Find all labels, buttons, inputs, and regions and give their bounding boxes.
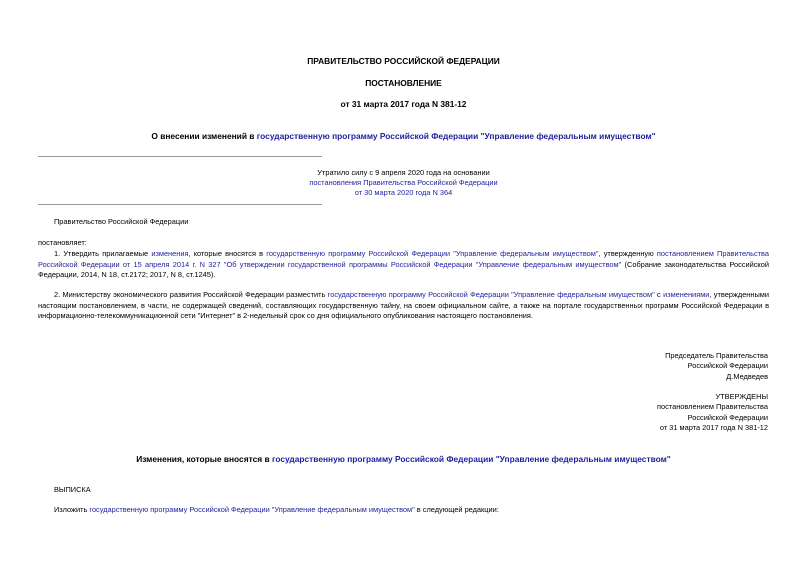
paragraph-item-1 xyxy=(38,249,769,281)
approved-line3: Российской Федерации xyxy=(687,412,768,422)
signature-line2: Российской Федерации xyxy=(687,361,768,371)
item1-link-resolution[interactable]: постановлением Правительства Российской Федерации от 15 апреля 2014 г. N 327 "Об утверждении государственной программы Российской Федерации "Управление федеральным имуществом" xyxy=(38,249,770,269)
item1-text-a: 1. Утвердить прилагаемые xyxy=(54,249,152,258)
statement-prefix: Изложить xyxy=(54,505,90,514)
approved-line4: от 31 марта 2017 года N 381-12 xyxy=(659,423,768,433)
repeal-notice-line1: Утратило силу с 9 апреля 2020 года на основании xyxy=(317,168,490,177)
divider-top xyxy=(38,156,322,157)
item1-text-e: , утвержденную xyxy=(598,249,657,258)
signature-block xyxy=(665,351,768,382)
item2-link-program[interactable]: государственную программу Российской Федерации "Управление федеральным имуществом" xyxy=(327,290,655,299)
doc-title xyxy=(0,131,807,141)
item1-link-changes[interactable]: изменения xyxy=(151,249,189,258)
doc-title-prefix: О внесении изменений в xyxy=(151,131,257,141)
item1-text-c: , которые вносятся в xyxy=(188,249,267,258)
item1-text-g: (Собрание законодательства Российской Федерации, 2014, N 18, ст.2172; 2017, N 8, ст.1245). xyxy=(38,259,769,280)
repeal-notice xyxy=(0,168,807,198)
statement-link[interactable]: государственную программу Российской Федерации "Управление федеральным имуществом" xyxy=(89,505,415,514)
paragraph-item-2 xyxy=(38,290,769,322)
divider-bottom xyxy=(38,204,322,205)
item1-link-program[interactable]: государственную программу Российской Федерации "Управление федеральным имуществом" xyxy=(266,249,599,258)
approved-line2: постановлением Правительства xyxy=(657,402,768,412)
statement-suffix: в следующей редакции: xyxy=(414,505,499,514)
item2-link-changes[interactable]: изменениями xyxy=(663,290,710,299)
item2-text-a: 2. Министерству экономического развития Российской Федерации разместить xyxy=(54,290,328,299)
extract-label: ВЫПИСКА xyxy=(54,485,91,494)
changes-title-link[interactable]: государственную программу Российской Федерации "Управление федеральным имуществом" xyxy=(271,454,671,464)
item2-text-c: с xyxy=(654,290,664,299)
changes-title-prefix: Изменения, которые вносятся в xyxy=(136,454,272,464)
approved-line1: УТВЕРЖДЕНЫ xyxy=(715,392,768,401)
resolves-text: постановляет: xyxy=(38,238,87,247)
approved-block xyxy=(657,392,768,434)
signature-name: Д.Медведев xyxy=(726,371,768,381)
repeal-notice-link2[interactable]: от 30 марта 2020 года N 364 xyxy=(354,188,453,197)
doc-title-link[interactable]: государственную программу Российской Федерации "Управление федеральным имуществом" xyxy=(256,131,656,141)
doc-type-heading: ПОСТАНОВЛЕНИЕ xyxy=(365,78,442,88)
issuer-text: Правительство Российской Федерации xyxy=(54,217,189,226)
org-heading: ПРАВИТЕЛЬСТВО РОССИЙСКОЙ ФЕДЕРАЦИИ xyxy=(307,56,500,66)
item2-text-e: , утвержденными настоящим постановлением, в части, не содержащей сведений, составляющих государственную тайну, на своем официальном сайте, а также на портале государственных программ Российской Федерации в информационно-телекоммуникационной сети "Интернет" в 2-недельный срок со дня официального опубликования настоящего постановления. xyxy=(38,290,769,321)
repeal-notice-link1[interactable]: постановления Правительства Российской Федерации xyxy=(309,178,498,187)
changes-title xyxy=(0,454,807,464)
signature-line1: Председатель Правительства xyxy=(665,351,768,360)
statement-line xyxy=(54,505,499,515)
doc-date-number: от 31 марта 2017 года N 381-12 xyxy=(340,99,467,109)
